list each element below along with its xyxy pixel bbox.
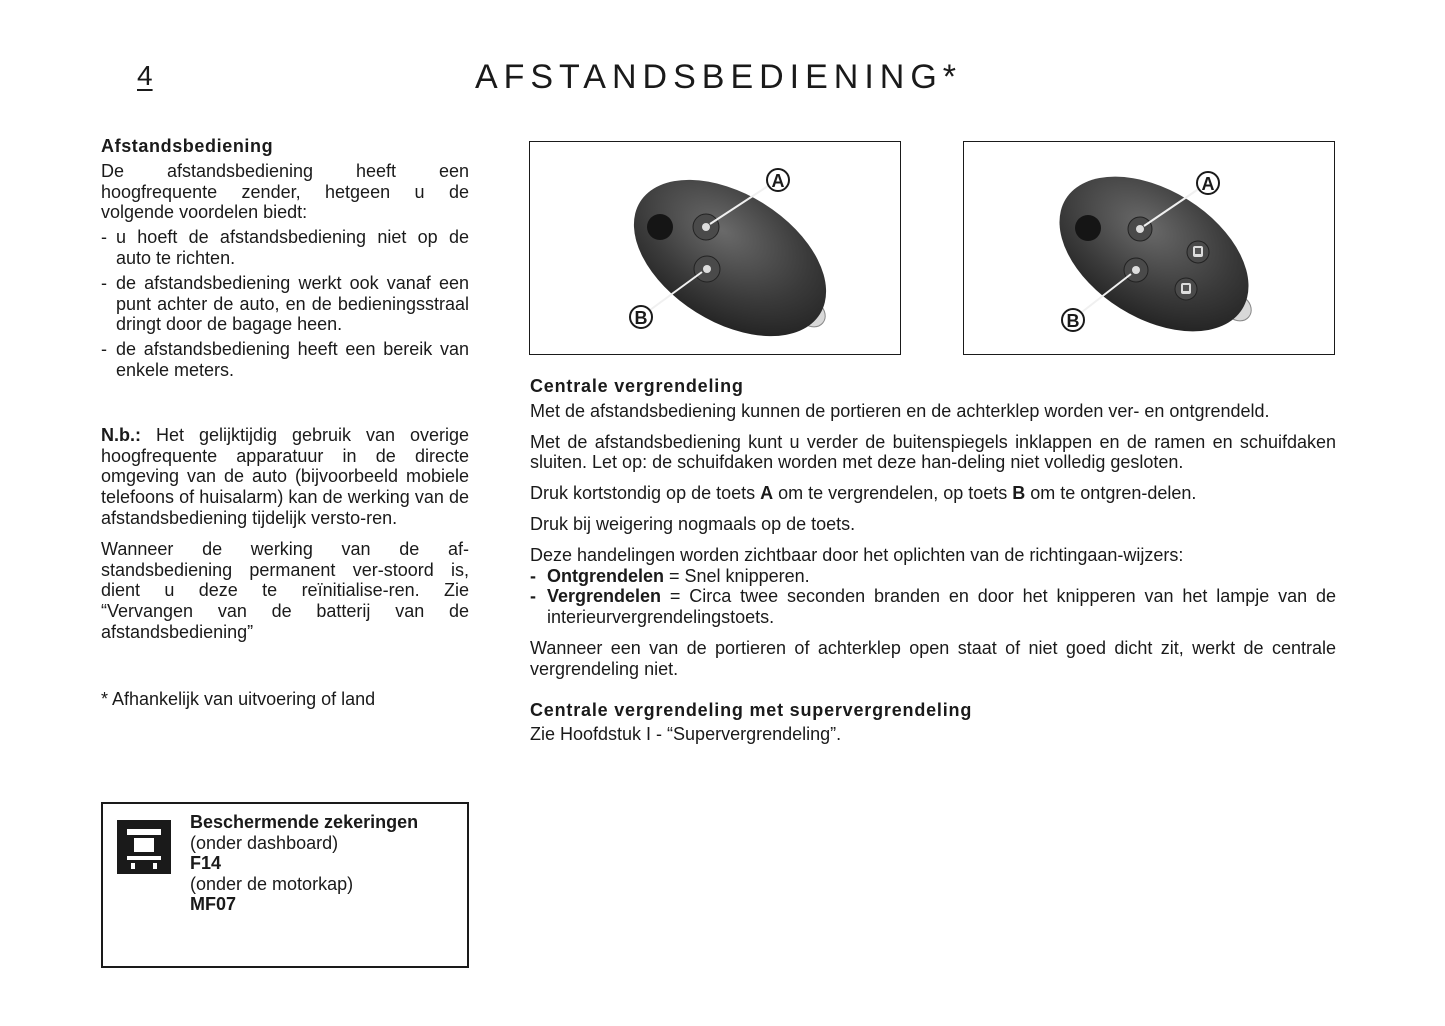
intro-paragraph: De afstandsbediening heeft een hoogfrequente zender, hetgeen u de volgende voordelen biedt:: [101, 160, 469, 223]
indicator-list: [530, 566, 1336, 628]
callout-a-icon: [767, 169, 789, 191]
text-fragment: om te vergrendelen, op toets: [773, 483, 1013, 504]
nb-paragraph: [101, 425, 469, 529]
section-heading-afstandsbediening: Afstandsbediening: [101, 136, 274, 156]
fuse-code-2: MF07: [190, 894, 237, 914]
callout-a-icon: [1197, 172, 1219, 194]
nb-text: Het gelijktijdig gebruik van overige hoogfrequente apparatuur in de directe omgeving van de auto (bijvoorbeeld mobiele telefoons of huisalarm) kan de werking van de afstandsbediening tijdelijk versto-ren.: [101, 424, 469, 528]
fob-dark-button: [647, 214, 673, 240]
reinit-paragraph: Wanneer de werking van de af-standsbediening permanent ver-stoord is, dient u deze te reïnitialise-ren. Zie “Vervangen van de batterij van de afstandsbediening”: [101, 538, 469, 642]
list-item: - de afstandsbediening werkt ook vanaf een punt achter de auto, en de bedieningsstraal dringt door de bagage heen.: [101, 273, 469, 335]
remote-illustration-4-buttons: [964, 142, 1335, 355]
text-fragment: Druk kortstondig op de toets: [530, 483, 761, 504]
paragraph: Met de afstandsbediening kunt u verder de buitenspiegels inklappen en de ramen en schuifdaken sluiten. Let op: de schuifdaken worden met deze han-deling niet volledig gesloten.: [530, 431, 1336, 473]
fob-dark-button: [1075, 215, 1101, 241]
fuse-location-1: (onder dashboard): [190, 832, 339, 853]
fuse-text: [190, 812, 418, 915]
remote-illustration-2-buttons: [530, 142, 901, 355]
left-column: [101, 136, 469, 710]
fuse-code-1: F14: [190, 853, 222, 873]
fuse-title: Beschermende zekeringen: [190, 812, 419, 832]
paragraph: Wanneer een van de portieren of achterklep open staat of niet goed dicht zit, werkt de centrale vergrendeling niet.: [530, 637, 1336, 679]
fuse-location-2: (onder de motorkap): [190, 873, 354, 894]
right-column: [530, 376, 1336, 755]
list-item-vergrendelen: - Vergrendelen = Circa twee seconden branden en door het knipperen van het lampje van de interieurvergrendelingstoets.: [530, 586, 1336, 628]
svg-text:A: A: [1201, 174, 1215, 194]
item-text: = Circa twee seconden branden en door het knipperen van het lampje van de interieurvergrendelingstoets.: [547, 586, 1336, 628]
remote-figure-2-buttons: [529, 141, 901, 355]
nb-label: N.b.:: [101, 424, 141, 445]
svg-text:B: B: [1066, 311, 1080, 331]
section-heading-centrale-vergrendeling: Centrale vergrendeling: [530, 376, 744, 396]
paragraph: Zie Hoofdstuk I - “Supervergrendeling”.: [530, 724, 842, 745]
fuse-icon: [117, 820, 171, 874]
item-label: Vergrendelen: [547, 586, 662, 607]
callout-b-icon: [1062, 309, 1084, 331]
key-a-label: A: [760, 483, 774, 504]
list-item-ontgrendelen: - Ontgrendelen = Snel knipperen.: [530, 565, 810, 586]
list-item: - u hoeft de afstandsbediening niet op de auto te richten.: [101, 227, 469, 269]
footnote: * Afhankelijk van uitvoering of land: [101, 688, 376, 709]
fob-button-mirror: [1187, 241, 1209, 263]
page-title-text: AFSTANDSBEDIENING*: [474, 58, 963, 96]
list-item: - de afstandsbediening heeft een bereik van enkele meters.: [101, 339, 469, 381]
key-b-label: B: [1012, 483, 1026, 504]
paragraph-keys: [530, 483, 1336, 504]
item-label: Ontgrendelen: [547, 565, 665, 586]
svg-text:B: B: [634, 308, 648, 328]
remote-figure-4-buttons: [963, 141, 1335, 355]
page-title: [0, 58, 1445, 97]
svg-text:A: A: [771, 171, 785, 191]
paragraph: Druk bij weigering nogmaals op de toets.: [530, 513, 856, 534]
section-heading-supervergrendeling: Centrale vergrendeling met supervergrendeling: [530, 699, 973, 720]
paragraph: Deze handelingen worden zichtbaar door het oplichten van de richtingaan-wijzers:: [530, 544, 1184, 565]
paragraph: Met de afstandsbediening kunnen de portieren en de achterklep worden ver- en ontgrendeld.: [530, 400, 1270, 421]
fob-button-window: [1175, 278, 1197, 300]
text-fragment: om te ontgren-delen.: [1025, 483, 1197, 504]
fuse-info-box: [101, 802, 469, 968]
page-number: 4: [137, 60, 153, 91]
item-text: = Snel knipperen.: [664, 565, 810, 586]
callout-b-icon: [630, 306, 652, 328]
